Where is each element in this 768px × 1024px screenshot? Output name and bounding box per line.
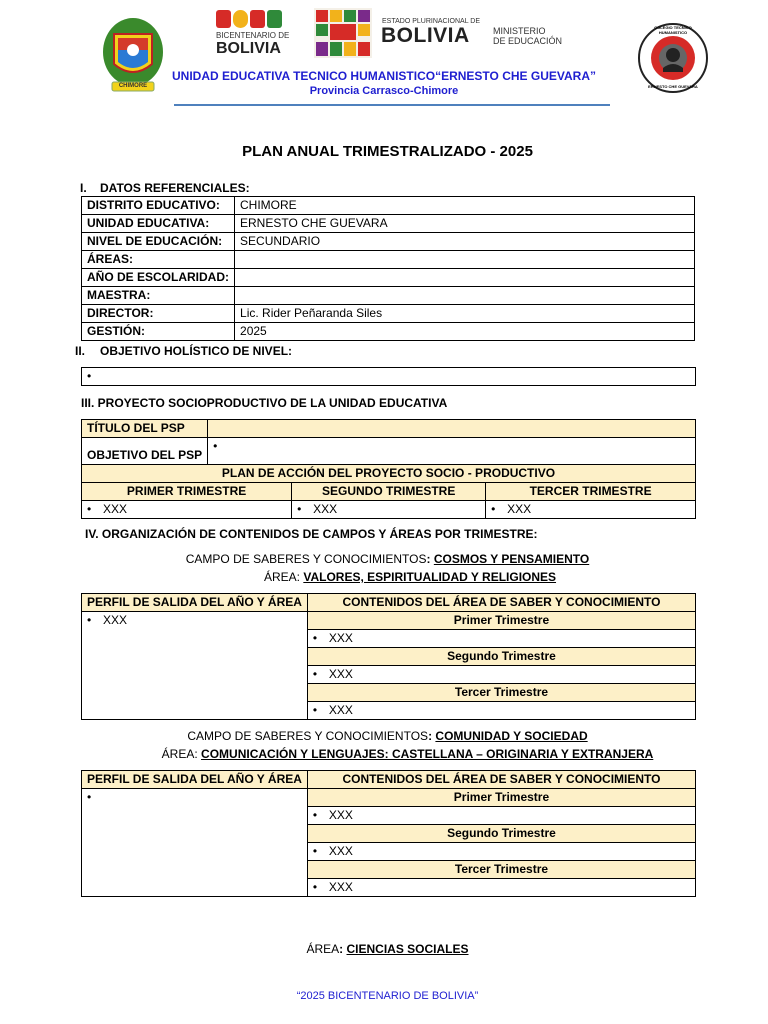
trimestre-content-3 [307, 879, 695, 897]
campo-separator: : [426, 552, 434, 566]
block2-contenidos-table [81, 770, 696, 897]
campo-separator: : [428, 729, 436, 743]
content-text: XXX [328, 880, 353, 894]
datos-row [82, 269, 695, 287]
bullet [313, 844, 329, 858]
datos-value: ERNESTO CHE GUEVARA [235, 215, 695, 233]
psp-objective-value [208, 438, 696, 465]
estado-small-text: ESTADO PLURINACIONAL DE [382, 18, 481, 25]
bullet [313, 703, 329, 717]
content-text: XXX [328, 703, 353, 717]
page-footer: “2025 BICENTENARIO DE BOLIVIA” [296, 990, 479, 1002]
area-prefix: ÁREA: [161, 747, 202, 761]
psp-title-label: TÍTULO DEL PSP [82, 420, 208, 438]
bicentenario-small-text: BICENTENARIO DE [216, 31, 290, 40]
ministerio-line2: DE EDUCACIÓN [493, 36, 563, 46]
datos-row [82, 251, 695, 269]
campo-prefix: CAMPO DE SABERES Y CONOCIMIENTOS [187, 729, 429, 743]
bullet [87, 502, 103, 516]
datos-label: NIVEL DE EDUCACIÓN: [82, 233, 235, 251]
contenidos-header: CONTENIDOS DEL ÁREA DE SABER Y CONOCIMIENTO [307, 594, 695, 612]
block2-campo-line [0, 728, 768, 744]
province-name: Provincia Carrasco-Chimore [309, 85, 459, 97]
trimestre-item-3 [486, 501, 696, 519]
content-text: XXX [328, 667, 353, 681]
datos-value [235, 287, 695, 305]
bullet [87, 613, 103, 627]
section2-number: II. [75, 344, 86, 358]
datos-label: DISTRITO EDUCATIVO: [82, 197, 235, 215]
trimestre-content-1 [307, 807, 695, 825]
ministerio-line1: MINISTERIO [493, 26, 546, 36]
datos-row [82, 323, 695, 341]
bicentenario-big-text: BOLIVIA [216, 40, 281, 57]
item-text: XXX [103, 502, 128, 516]
psp-table [81, 419, 696, 519]
estado-big-text: BOLIVIA [381, 24, 470, 47]
trimestre-content-2 [307, 666, 695, 684]
area-name: VALORES, ESPIRITUALIDAD Y RELIGIONES [303, 570, 557, 584]
datos-value [235, 269, 695, 287]
contenidos-header: CONTENIDOS DEL ÁREA DE SABER Y CONOCIMIENTO [307, 771, 695, 789]
bullet [313, 631, 329, 645]
campo-prefix: CAMPO DE SABERES Y CONOCIMIENTOS [185, 552, 427, 566]
area-name: CIENCIAS SOCIALES [346, 942, 469, 956]
trimestre-content-1 [307, 630, 695, 648]
bullet [313, 808, 329, 822]
datos-value: CHIMORE [235, 197, 695, 215]
block1-area-line [0, 569, 768, 585]
campo-name: COMUNIDAD Y SOCIEDAD [435, 729, 588, 743]
perfil-text: XXX [103, 613, 128, 627]
bullet [313, 667, 329, 681]
bicentenario-logo [216, 10, 296, 56]
datos-value: Lic. Rider Peñaranda Siles [235, 305, 695, 323]
bullet [87, 790, 103, 804]
datos-label: UNIDAD EDUCATIVA: [82, 215, 235, 233]
section1-title: DATOS REFERENCIALES: [100, 181, 250, 195]
area-separator: : [339, 942, 347, 956]
datos-label: GESTIÓN: [82, 323, 235, 341]
left-seal-ribbon: CHIMORE [118, 83, 148, 89]
section1-number: I. [80, 181, 87, 195]
trimestre-item-2 [292, 501, 486, 519]
trimestre-content-2 [307, 843, 695, 861]
datos-value [235, 251, 695, 269]
block1-contenidos-table [81, 593, 696, 720]
perfil-header: PERFIL DE SALIDA DEL AÑO Y ÁREA [82, 594, 308, 612]
trimestre-label-2: Segundo Trimestre [307, 648, 695, 666]
perfil-cell [82, 612, 308, 720]
header-divider [174, 104, 610, 106]
bullet [213, 439, 229, 453]
bullet [313, 880, 329, 894]
datos-label: DIRECTOR: [82, 305, 235, 323]
content-text: XXX [328, 808, 353, 822]
datos-label: ÁREAS: [82, 251, 235, 269]
area-name: COMUNICACIÓN Y LENGUAJES: CASTELLANA – ORIGINARIA Y EXTRANJERA [201, 747, 654, 761]
trimestre-label-3: Tercer Trimestre [307, 684, 695, 702]
item-text: XXX [507, 502, 532, 516]
area-prefix: ÁREA [306, 942, 340, 956]
datos-row [82, 287, 695, 305]
psp-title-value [208, 420, 696, 438]
datos-row [82, 215, 695, 233]
trimestre-header-2: SEGUNDO TRIMESTRE [292, 483, 486, 501]
datos-referenciales-table [81, 196, 695, 341]
trimestre-header-1: PRIMER TRIMESTRE [82, 483, 292, 501]
campo-name: COSMOS Y PENSAMIENTO [433, 552, 590, 566]
objetivo-holistico-table [81, 367, 696, 386]
trimestre-label-3: Tercer Trimestre [307, 861, 695, 879]
content-text: XXX [328, 631, 353, 645]
section1-heading [80, 180, 250, 196]
psp-objective-label: OBJETIVO DEL PSP [82, 438, 208, 465]
bullet [297, 502, 313, 516]
perfil-header: PERFIL DE SALIDA DEL AÑO Y ÁREA [82, 771, 308, 789]
trimestre-label-2: Segundo Trimestre [307, 825, 695, 843]
trimestre-header-3: TERCER TRIMESTRE [486, 483, 696, 501]
section3-heading: III. PROYECTO SOCIOPRODUCTIVO DE LA UNIDAD EDUCATIVA [81, 396, 448, 410]
bullet [87, 369, 103, 383]
block3-area-line [0, 941, 768, 957]
datos-row [82, 197, 695, 215]
area-prefix: ÁREA: [263, 570, 304, 584]
trimestre-label-1: Primer Trimestre [307, 612, 695, 630]
section4-heading: IV. ORGANIZACIÓN DE CONTENIDOS DE CAMPOS Y ÁREAS POR TRIMESTRE: [85, 527, 538, 541]
datos-value: 2025 [235, 323, 695, 341]
trimestre-label-1: Primer Trimestre [307, 789, 695, 807]
perfil-cell [82, 789, 308, 897]
block2-area-line [0, 746, 768, 762]
plan-accion-heading: PLAN DE ACCIÓN DEL PROYECTO SOCIO - PRODUCTIVO [82, 465, 696, 483]
right-seal-top-text: COLEGIO TECNICO HUMANISTICO [654, 25, 692, 35]
trimestre-content-3 [307, 702, 695, 720]
datos-label: MAESTRA: [82, 287, 235, 305]
section2-heading [75, 343, 292, 359]
datos-row [82, 305, 695, 323]
school-name: UNIDAD EDUCATIVA TECNICO HUMANISTICO“ERNESTO CHE GUEVARA” [171, 69, 596, 83]
block1-campo-line [0, 551, 768, 567]
datos-value: SECUNDARIO [235, 233, 695, 251]
bullet [491, 502, 507, 516]
section2-title: OBJETIVO HOLÍSTICO DE NIVEL: [100, 344, 293, 358]
page-title: PLAN ANUAL TRIMESTRALIZADO - 2025 [242, 143, 533, 160]
right-seal-bottom-text: ERNESTO CHE GUEVARA [648, 84, 698, 89]
content-text: XXX [328, 844, 353, 858]
trimestre-item-1 [82, 501, 292, 519]
estado-plurinacional-logo [312, 6, 562, 60]
datos-row [82, 233, 695, 251]
item-text: XXX [313, 502, 338, 516]
datos-label: AÑO DE ESCOLARIDAD: [82, 269, 235, 287]
objetivo-holistico-cell [82, 368, 696, 386]
